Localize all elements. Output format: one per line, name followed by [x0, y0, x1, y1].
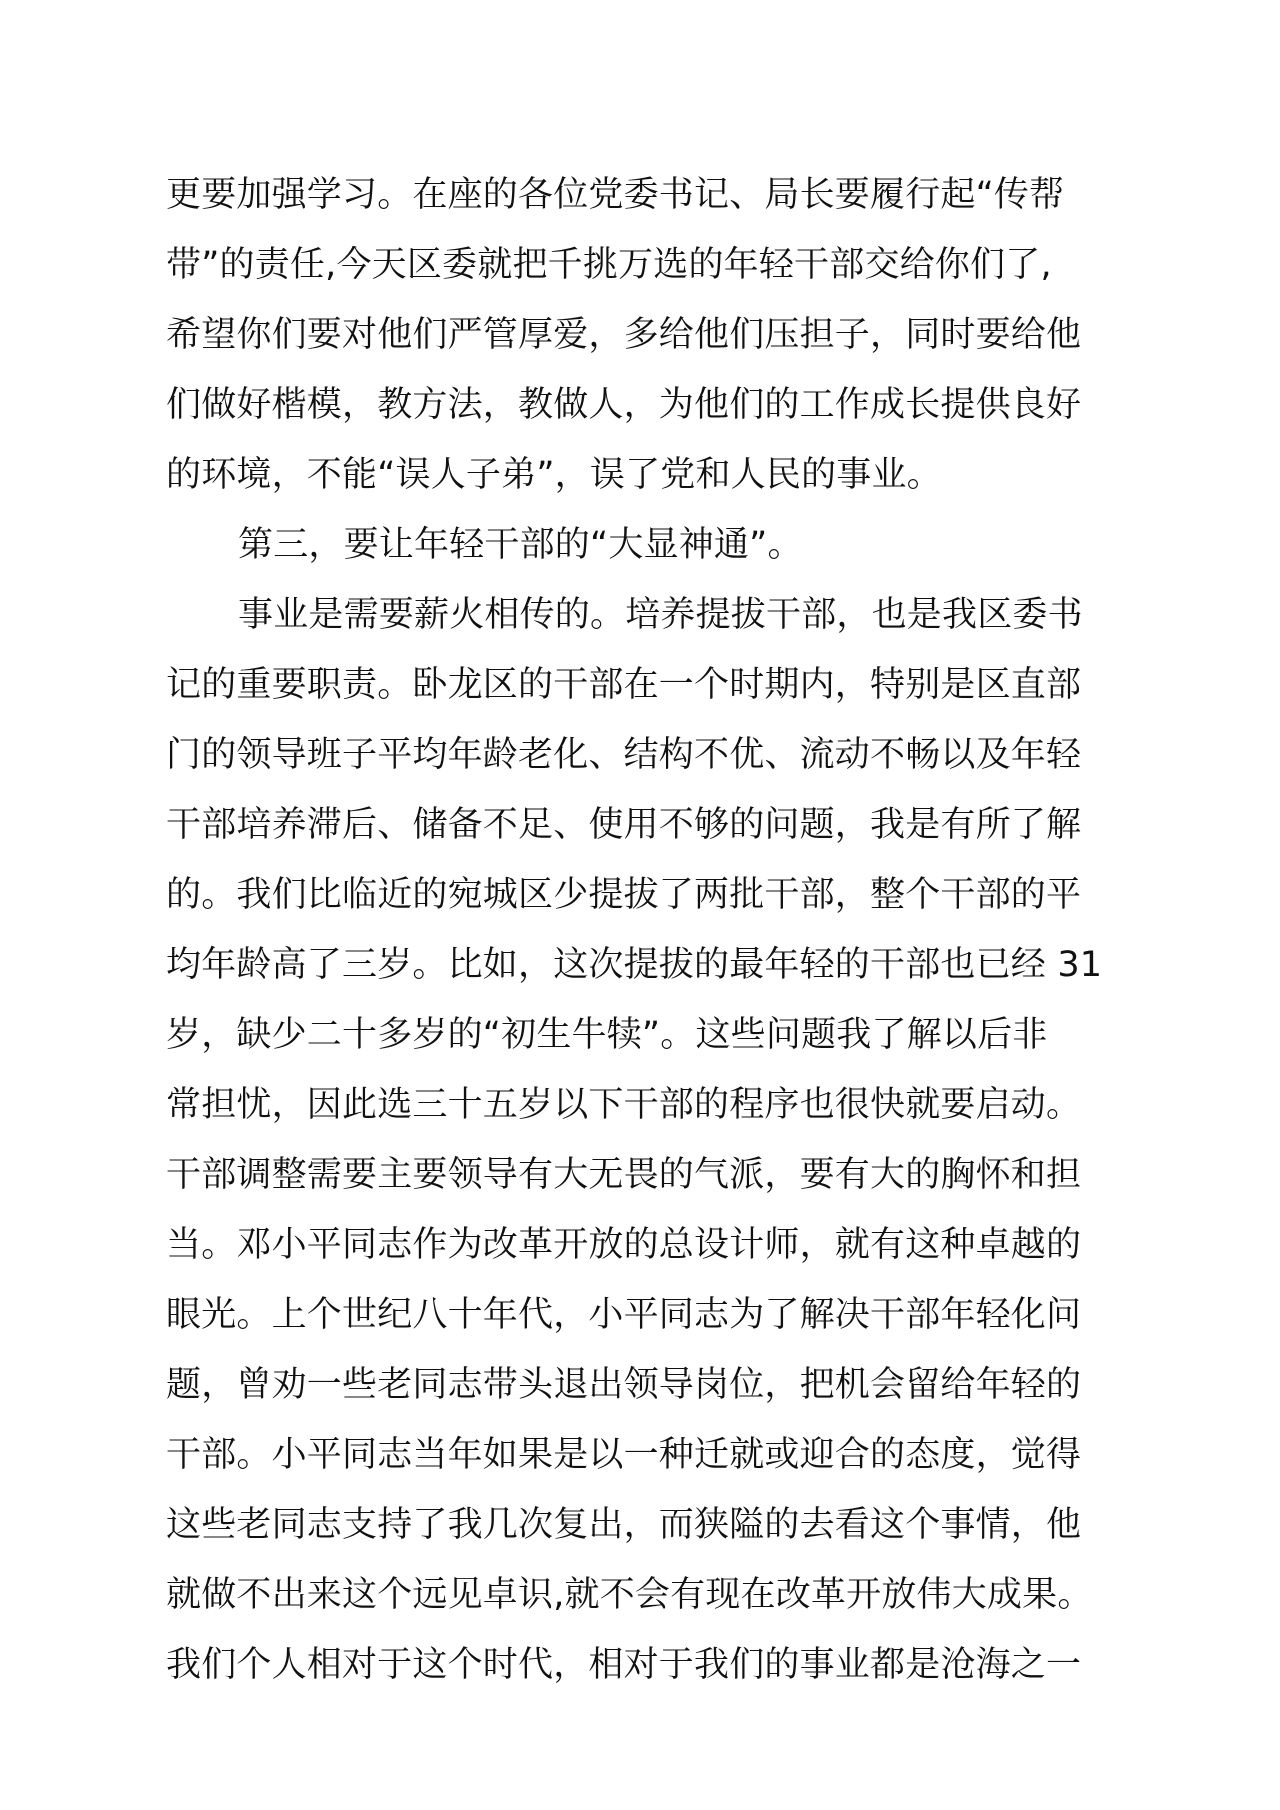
- text-line: 更要加强学习。在座的各位党委书记、局长要履行起“传帮: [166, 175, 1065, 215]
- text-line: 门的领导班子平均年龄老化、结构不优、流动不畅以及年轻: [166, 735, 1082, 775]
- text-line: 常担忧，因此选三十五岁以下干部的程序也很快就要启动。: [166, 1085, 1082, 1125]
- text-line: 记的重要职责。卧龙区的干部在一个时期内，特别是区直部: [166, 665, 1082, 705]
- text-line: 干部。小平同志当年如果是以一种迁就或迎合的态度，觉得: [166, 1435, 1082, 1475]
- text-line: 的环境，不能“误人子弟”，误了党和人民的事业。: [166, 455, 942, 495]
- text-line: 干部调整需要主要领导有大无畏的气派，要有大的胸怀和担: [166, 1155, 1082, 1195]
- text-line: 干部培养滞后、储备不足、使用不够的问题，我是有所了解: [166, 805, 1082, 845]
- section-heading: 第三，要让年轻干部的“大显神通”。: [238, 525, 803, 565]
- text-line: 的。我们比临近的宛城区少提拔了两批干部，整个干部的平: [166, 875, 1082, 915]
- text-line: 均年龄高了三岁。比如，这次提拔的最年轻的干部也已经 31: [166, 945, 1103, 985]
- text-line: 希望你们要对他们严管厚爱，多给他们压担子，同时要给他: [166, 315, 1082, 355]
- text-line: 我们个人相对于这个时代，相对于我们的事业都是沧海之一: [166, 1645, 1082, 1685]
- body-text: [166, 160, 1132, 1700]
- text-line: 当。邓小平同志作为改革开放的总设计师，就有这种卓越的: [166, 1225, 1082, 1265]
- text-line: 岁，缺少二十多岁的“初生牛犊”。这些问题我了解以后非: [166, 1015, 1048, 1055]
- text-line: 带”的责任,今天区委就把千挑万选的年轻干部交给你们了,: [166, 245, 1052, 285]
- text-line: 这些老同志支持了我几次复出，而狭隘的去看这个事情，他: [166, 1505, 1082, 1545]
- text-line: 题，曾劝一些老同志带头退出领导岗位，把机会留给年轻的: [166, 1365, 1082, 1405]
- text-line: 们做好楷模，教方法，教做人，为他们的工作成长提供良好: [166, 385, 1082, 425]
- text-line: 就做不出来这个远见卓识,就不会有现在改革开放伟大成果。: [166, 1575, 1093, 1615]
- text-line: 眼光。上个世纪八十年代，小平同志为了解决干部年轻化问: [166, 1295, 1082, 1335]
- paragraph-start: 事业是需要薪火相传的。培养提拔干部，也是我区委书: [238, 595, 1083, 635]
